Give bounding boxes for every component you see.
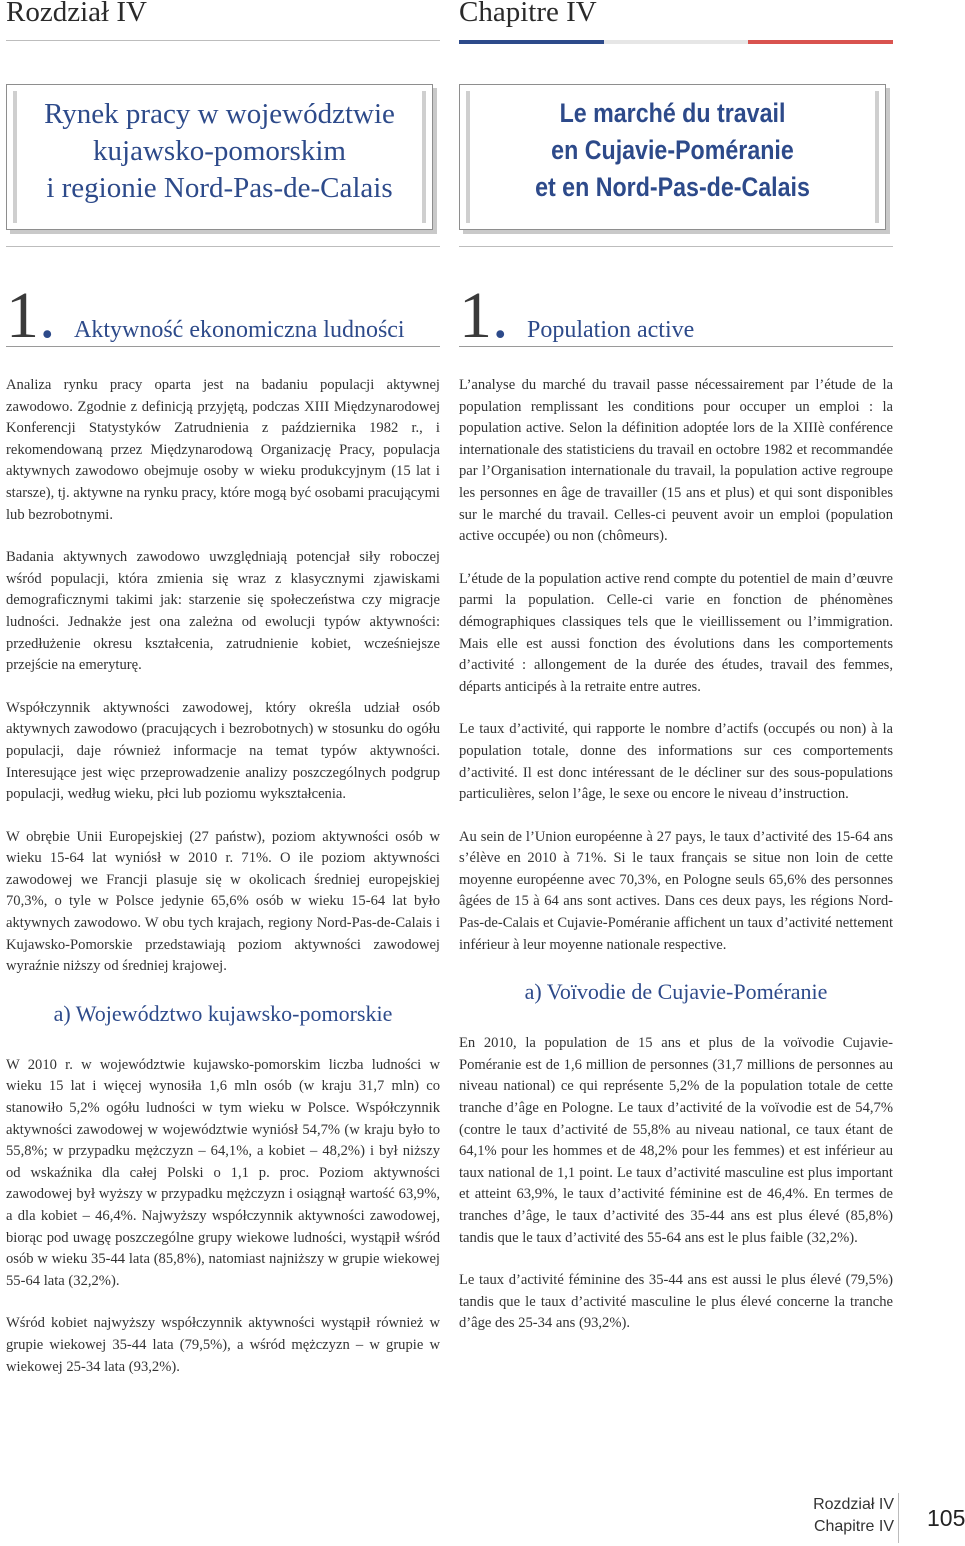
- title-box-pl: [6, 84, 433, 230]
- page-number: 105: [898, 1493, 960, 1543]
- section-number-dot: .: [492, 279, 509, 352]
- title-line: Rynek pracy w województwie: [44, 98, 395, 130]
- chapter-title-fr: [490, 95, 856, 206]
- title-box-border: [466, 91, 470, 223]
- section-title-pl: Aktywność ekonomiczna ludności: [74, 317, 405, 343]
- section-number-pl: [6, 280, 56, 352]
- title-line: kujawsko-pomorskim: [93, 135, 346, 167]
- chapter-heading-pl: Rozdział IV: [6, 0, 147, 28]
- subsection-title-fr: a) Voïvodie de Cujavie-Poméranie: [524, 979, 828, 1005]
- rule-white: [604, 40, 748, 44]
- footer-chapter-fr: Chapitre IV: [813, 1518, 894, 1535]
- paragraph: Le taux d’activité, qui rapporte le nombre d’actifs (occupés ou non) à la population totale, donne des informations sur ces comportements d’activité. Il est donc intéressant de le décliner sur des sous-populations particulières, selon l’âge, le sexe ou encore le niveau d’instruction.: [459, 721, 893, 803]
- paragraph: Badania aktywnych zawodowo uwzględniają potencjał siły roboczej wśród populacji, która zmienia się wraz z klasycznymi zjawiskami demograficznymi takimi jak: starzenie się społeczeństwa czy migracje ludności. Jednakże jest ona zależna od ewolucji typów aktywności: przedłużenie okresu kształcenia, zatrudnienie kobiet, wcześniejsze przejście na emeryturę.: [6, 549, 440, 674]
- title-box-border: [875, 91, 879, 223]
- paragraph: Le taux d’activité féminine des 35-44 ans est aussi le plus élevé (79,5%) tandis que le taux d’activité masculine le plus élevé concerne la tranche d’âge des 25-34 ans (93,2%).: [459, 1272, 893, 1332]
- footer-chapter-labels: [813, 1494, 894, 1538]
- divider: [459, 246, 893, 247]
- section-title-fr: Population active: [527, 317, 695, 343]
- section-number: 1: [459, 279, 492, 352]
- subsection-title-pl: a) Województwo kujawsko-pomorskie: [53, 1000, 393, 1026]
- paragraph: Wśród kobiet najwyższy współczynnik aktywności wystąpił również w grupie wiekowej 35-44 lata (79,5%), a wśród mężczyzn – w grupie w wiekowej 25-34 lata (93,2%).: [6, 1315, 440, 1375]
- paragraph: L’analyse du marché du travail passe nécessairement par l’étude de la population remplissant les conditions pour occuper un emploi : la population active. Selon la définition adoptée lors de la XIIIè conférence internationale des statisticiens du travail en octobre 1982 et recommandée par l’Organisation internationale du travail, la population active regroupe les personnes en âge de travailler (15 ans et plus) et qui sont disponibles sur le marché du travail. Celles-ci peuvent avoir un emploi (population active occupée) ou non (chômeurs).: [459, 377, 893, 545]
- body-text-fr: [459, 375, 893, 1356]
- body-text-pl: [6, 375, 440, 1399]
- paragraph: Analiza rynku pracy oparta jest na badaniu populacji aktywnej zawodowo. Zgodnie z definicją przyjętą, podczas XIII Międzynarodowej Konferencji Statystyków Zatrudnienia z października 1982 r., i rekomendowaną przez Międzynarodową Organizację Pracy, populacja aktywnych zawodowo obejmuje osoby w wieku produkcyjnym (15 lat i starsze), tj. aktywne na rynku pracy, które mogą być osobami pracującymi lub bezrobotnymi.: [6, 377, 440, 523]
- title-line: en Cujavie-Poméranie: [551, 135, 794, 165]
- title-line: i regionie Nord-Pas-de-Calais: [46, 172, 393, 204]
- paragraph: W 2010 r. w województwie kujawsko-pomorskim liczba ludności w wieku 15 lat i więcej wynosiła 1,6 mln osób (w kraju 31,7 mln) co stanowiło 5,2% ogółu ludności w tym wieku w Polsce. Współczynnik aktywności zawodowej w województwie wyniósł 54,7% (w kraju było to 55,8%; w przypadku mężczyzn – 64,1%, a kobiet – 48,2%) i był niższy od wskaźnika dla całej Polski o 1,1 p. proc. Poziom aktywności zawodowej był wyższy w przypadku mężczyzn i osiągnął wartość 63,9%, a dla kobiet – 46,4%. Najwyższy współczynnik aktywności zawodowej, biorąc pod uwagę poszczególne grupy wiekowe ludności, wystąpił wśród osób w wieku 35-44 lata (85,8%), natomiast najniższy w grupie wiekowej 55-64 lata (32,2%).: [6, 1056, 440, 1289]
- paragraph: En 2010, la population de 15 ans et plus de la voïvodie Cujavie-Poméranie est de 1,6 million de personnes (31,7 millions de personnes au niveau national) ce qui représente 5,2% de la population totale de cette tranche d’âge en Pologne. Le taux d’activité de la voïvodie est de 54,7% (contre le taux d’activité de 55,8% au niveau national, ce taux étant de 64,1% pour les hommes et de 48,2% pour les femmes) et est inférieur au taux national de 1,1 point. Le taux d’activité masculine est plus important et atteint 63,9%, le taux d’activité féminine est de 46,4%. En termes de tranches d’âge, le taux d’activité des 35-44 ans est plus élevé (85,8%) tandis que le taux d’activité des 55-64 ans est le plus faible (32,2%).: [459, 1035, 893, 1246]
- footer-chapter-pl: Rozdział IV: [813, 1496, 894, 1513]
- tricolor-rule-fr: [459, 40, 893, 44]
- divider: [6, 246, 440, 247]
- title-line: et en Nord-Pas-de-Calais: [535, 172, 810, 202]
- paragraph: Współczynnik aktywności zawodowej, który określa udział osób aktywnych zawodowo (pracujących i bezrobotnych) w stosunku do ogółu populacji, daje również informacje na temat typów aktywności. Interesujące jest więc przeprowadzenie analizy poszczególnych podgrup populacji, według wieku, płci lub poziomu wykształcenia.: [6, 699, 440, 803]
- paragraph: Au sein de l’Union européenne à 27 pays, le taux d’activité des 15-64 ans s’élève en 2010 à 71%. Si le taux français se situe non loin de cette moyenne européenne avec 70,3%, en Pologne seuls 65,6% des personnes âgées de 15 à 64 ans sont actives. Dans ces deux pays, les régions Nord-Pas-de-Calais et Cujavie-Poméranie affichent un taux d’activité nettement inférieur à leur moyenne nationale respective.: [459, 828, 893, 953]
- section-number-dot: .: [39, 279, 56, 352]
- paragraph: W obrębie Unii Europejskiej (27 państw), poziom aktywności osób w wieku 15-64 lat wyniósł w 2010 r. 71%. O ile poziom aktywności zawodowej we Francji plasuje się w okolicach średniej europejskiej 70,3%, o tyle w Polsce jedynie 65,6% osób w wieku 15-64 lat było aktywnych zawodowo. W obu tych krajach, regiony Nord-Pas-de-Calais i Kujawsko-Pomorskie przedstawiają poziom aktywności zawodowej wyraźnie niższy od średniej krajowej.: [6, 828, 440, 975]
- rule-blue: [459, 40, 604, 44]
- chapter-heading-fr: Chapitre IV: [459, 0, 597, 28]
- section-heading-pl: [6, 270, 440, 352]
- section-heading-fr: [459, 270, 893, 352]
- chapter-rule-pl: [6, 40, 440, 41]
- paragraph: L’étude de la population active rend compte du potentiel de main d’œuvre parmi la population. Celle-ci varie en fonction de phénomènes démographiques classiques tels que le vieillissement ou l’immigration. Mais elle est aussi fonction des évolutions dans les comportements d’activité : allongement de la durée des études, travail des femmes, départs anticipés à la retraite entre autres.: [459, 570, 893, 695]
- section-number: 1: [6, 279, 39, 352]
- rule-red: [748, 40, 893, 44]
- section-number-fr: [459, 280, 509, 352]
- title-box-fr: [459, 84, 886, 230]
- title-line: Le marché du travail: [559, 98, 786, 128]
- chapter-title-pl: [7, 96, 432, 207]
